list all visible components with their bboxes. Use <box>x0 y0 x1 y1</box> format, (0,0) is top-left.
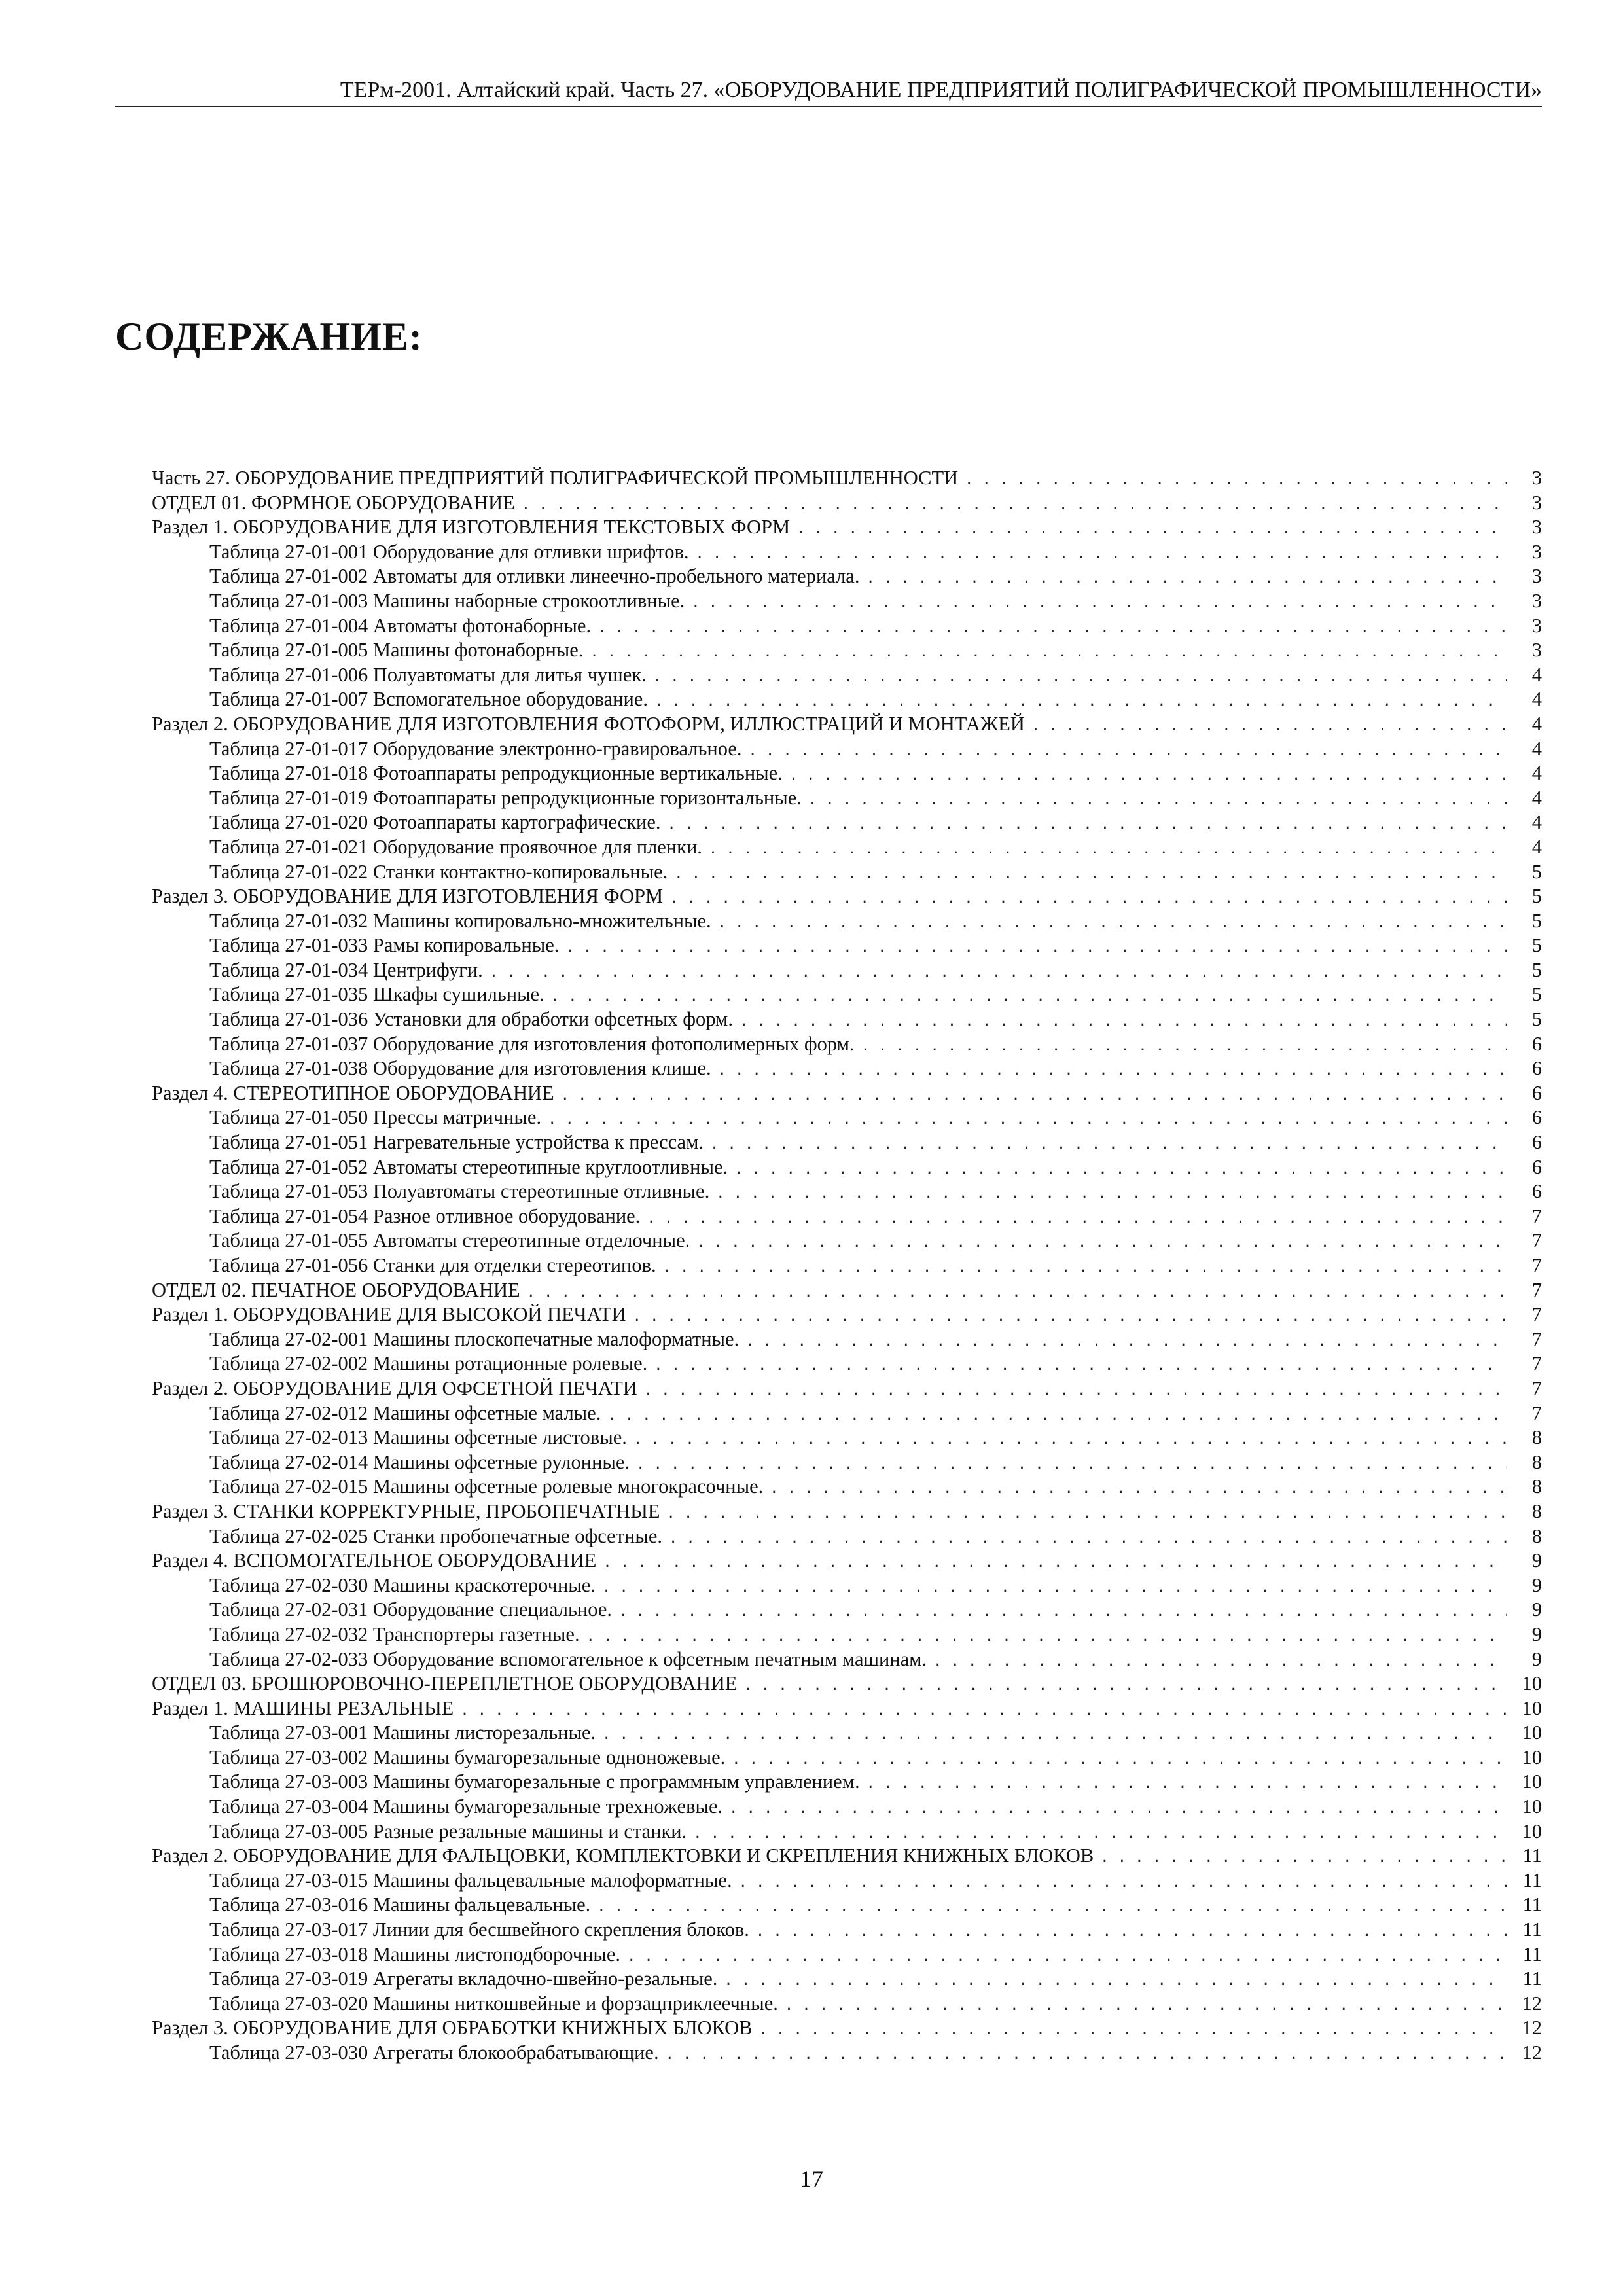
toc-entry-title: Таблица 27-02-001 Машины плоскопечатные малоформатные. <box>209 1327 740 1350</box>
toc-entry-page: 4 <box>1531 663 1542 686</box>
dot-leader <box>667 1501 1507 1526</box>
toc-entry-page: 7 <box>1531 1352 1542 1375</box>
toc-entry-title: Таблица 27-03-003 Машины бумагорезальные с программным управлением. <box>209 1770 860 1793</box>
toc-table-entry[interactable] <box>152 982 1542 1007</box>
toc-entry-title: Таблица 27-03-016 Машины фальцевальные. <box>209 1893 591 1916</box>
dot-leader <box>933 1649 1507 1674</box>
toc-entry-title: Таблица 27-01-006 Полуавтоматы для литья чушек. <box>209 663 647 686</box>
dot-leader <box>618 1600 1507 1624</box>
toc-table-entry[interactable] <box>152 1967 1542 1992</box>
toc-entry-page: 7 <box>1531 1401 1542 1424</box>
dot-leader <box>745 1329 1507 1354</box>
toc-entry-title: Таблица 27-02-032 Транспортеры газетные. <box>209 1623 580 1645</box>
dot-leader <box>732 1748 1507 1772</box>
toc-table-entry[interactable] <box>152 1401 1542 1426</box>
toc-entry-title: Раздел 3. ОБОРУДОВАНИЕ ДЛЯ ИЗГОТОВЛЕНИЯ ФОРМ <box>152 885 664 908</box>
toc-entry-page: 5 <box>1531 1008 1542 1031</box>
toc-entry-title: Таблица 27-01-034 Центрифуги. <box>209 958 483 981</box>
toc-entry-title: Таблица 27-01-022 Станки контактно-копировальные. <box>209 860 668 883</box>
dot-leader <box>739 1871 1507 1895</box>
toc-table-entry[interactable] <box>152 810 1542 835</box>
dot-leader <box>586 1624 1507 1649</box>
toc-entry-page: 6 <box>1531 1032 1542 1055</box>
toc-table-entry[interactable] <box>152 638 1542 663</box>
dot-leader <box>668 812 1507 837</box>
toc-entry-title: Раздел 2. ОБОРУДОВАНИЕ ДЛЯ ИЗГОТОВЛЕНИЯ ФОТОФОРМ, ИЛЛЮСТРАЦИЙ И МОНТАЖЕЙ <box>152 712 1025 735</box>
toc-entry-page: 7 <box>1531 1254 1542 1276</box>
toc-entry-title: Таблица 27-03-004 Машины бумагорезальные трехножевые. <box>209 1795 723 1818</box>
toc-entry-title: ОТДЕЛ 03. БРОШЮРОВОЧНО-ПЕРЕПЛЕТНОЕ ОБОРУДОВАНИЕ <box>152 1672 738 1695</box>
dot-leader <box>759 2018 1507 2043</box>
toc-table-entry[interactable] <box>152 1795 1542 1820</box>
toc-entry-title: Таблица 27-01-019 Фотоаппараты репродукционные горизонтальные. <box>209 786 802 809</box>
dot-leader <box>740 1009 1507 1034</box>
toc-entry-page: 10 <box>1522 1746 1542 1768</box>
dot-leader <box>590 640 1507 665</box>
table-of-contents <box>152 466 1542 2066</box>
dot-leader <box>597 1895 1507 1920</box>
toc-entry-page: 5 <box>1531 909 1542 932</box>
dot-leader <box>663 1255 1507 1280</box>
toc-table-entry[interactable] <box>152 909 1542 934</box>
toc-table-entry[interactable] <box>152 1229 1542 1253</box>
toc-entry-page: 3 <box>1531 589 1542 612</box>
dot-leader <box>636 1452 1507 1477</box>
toc-section-entry[interactable] <box>152 1672 1542 1696</box>
toc-entry-page: 4 <box>1531 688 1542 711</box>
toc-entry-title: Таблица 27-01-052 Автоматы стереотипные круглоотливные. <box>209 1155 728 1178</box>
toc-entry-title: Таблица 27-02-002 Машины ротационные ролевые. <box>209 1352 648 1375</box>
toc-entry-title: Часть 27. ОБОРУДОВАНИЕ ПРЕДПРИЯТИЙ ПОЛИГРАФИЧЕСКОЙ ПРОМЫШЛЕННОСТИ <box>152 467 959 489</box>
toc-entry-title: Таблица 27-01-018 Фотоаппараты репродукционные вертикальные. <box>209 762 783 785</box>
toc-section-entry[interactable] <box>152 712 1542 737</box>
toc-section-entry[interactable] <box>152 1278 1542 1303</box>
toc-entry-page: 9 <box>1531 1623 1542 1645</box>
toc-entry-title: Таблица 27-01-055 Автоматы стереотипные отделочные. <box>209 1229 690 1252</box>
toc-entry-page: 6 <box>1531 1131 1542 1154</box>
toc-table-entry[interactable] <box>152 1105 1542 1130</box>
dot-leader <box>669 1526 1507 1551</box>
toc-section-entry[interactable] <box>152 1499 1542 1524</box>
toc-table-entry[interactable] <box>152 589 1542 614</box>
dot-leader <box>743 1674 1507 1698</box>
toc-table-entry[interactable] <box>152 540 1542 565</box>
toc-entry-title: Таблица 27-01-053 Полуавтоматы стереотипные отливные. <box>209 1180 710 1203</box>
toc-entry-page: 4 <box>1531 811 1542 834</box>
toc-entry-title: Таблица 27-03-030 Агрегаты блокообрабатывающие. <box>209 2041 659 2064</box>
dot-leader <box>602 1723 1507 1748</box>
page-title: СОДЕРЖАНИЕ: <box>115 315 423 358</box>
toc-entry-title: Таблица 27-03-020 Машины ниткошвейные и форзацприклеечные. <box>209 1992 778 2015</box>
toc-table-entry[interactable] <box>152 1253 1542 1278</box>
toc-table-entry[interactable] <box>152 1450 1542 1475</box>
toc-entry-page: 8 <box>1531 1426 1542 1449</box>
dot-leader <box>666 2043 1507 2068</box>
toc-entry-title: Раздел 3. ОБОРУДОВАНИЕ ДЛЯ ОБРАБОТКИ КНИЖНЫХ БЛОКОВ <box>152 2017 753 2039</box>
toc-entry-page: 4 <box>1531 762 1542 785</box>
dot-leader <box>602 1575 1507 1600</box>
toc-entry-page: 6 <box>1531 1057 1542 1080</box>
toc-entry-page: 4 <box>1531 835 1542 858</box>
dot-leader <box>627 1945 1507 1969</box>
toc-entry-title: Таблица 27-01-035 Шкафы сушильные. <box>209 983 544 1006</box>
dot-leader <box>674 862 1507 887</box>
dot-leader <box>607 1403 1507 1428</box>
toc-section-entry[interactable] <box>152 491 1542 516</box>
toc-table-entry[interactable] <box>152 1893 1542 1918</box>
toc-entry-page: 6 <box>1531 1155 1542 1178</box>
dot-leader <box>696 542 1507 567</box>
toc-entry-page: 9 <box>1531 1573 1542 1596</box>
toc-table-entry[interactable] <box>152 1056 1542 1081</box>
toc-entry-title: Раздел 1. ОБОРУДОВАНИЕ ДЛЯ ВЫСОКОЙ ПЕЧАТИ <box>152 1303 626 1326</box>
dot-leader <box>808 788 1507 813</box>
toc-table-entry[interactable] <box>152 1770 1542 1795</box>
toc-table-entry[interactable] <box>152 614 1542 639</box>
toc-entry-page: 11 <box>1522 1918 1542 1941</box>
toc-table-entry[interactable] <box>152 1007 1542 1032</box>
toc-entry-page: 7 <box>1531 1278 1542 1301</box>
toc-entry-page: 3 <box>1531 614 1542 637</box>
toc-entry-title: Таблица 27-01-036 Установки для обработки офсетных форм. <box>209 1008 733 1031</box>
header-rule <box>115 106 1542 107</box>
toc-entry-page: 3 <box>1531 491 1542 514</box>
toc-table-entry[interactable] <box>152 786 1542 811</box>
toc-entry-title: Таблица 27-01-056 Станки для отделки стереотипов. <box>209 1254 656 1276</box>
toc-table-entry[interactable] <box>152 564 1542 589</box>
toc-table-entry[interactable] <box>152 1992 1542 2017</box>
toc-table-entry[interactable] <box>152 1032 1542 1057</box>
toc-entry-title: Таблица 27-03-019 Агрегаты вкладочно-швейно-резальные. <box>209 1967 718 1990</box>
toc-entry-page: 9 <box>1531 1549 1542 1572</box>
toc-entry-title: Таблица 27-03-002 Машины бумагорезальные одноножевые. <box>209 1746 726 1768</box>
toc-section-entry[interactable] <box>152 1302 1542 1327</box>
toc-entry-page: 10 <box>1522 1820 1542 1842</box>
toc-table-entry[interactable] <box>152 835 1542 860</box>
toc-entry-title: Таблица 27-03-015 Машины фальцевальные малоформатные. <box>209 1869 732 1892</box>
toc-entry-page: 11 <box>1522 1844 1542 1867</box>
dot-leader <box>785 1994 1507 2018</box>
toc-entry-page: 8 <box>1531 1499 1542 1522</box>
toc-entry-page: 11 <box>1522 1893 1542 1916</box>
dot-leader <box>770 1477 1507 1501</box>
toc-entry-page: 12 <box>1522 2017 1542 2039</box>
toc-entry-page: 8 <box>1531 1524 1542 1547</box>
toc-entry-page: 4 <box>1531 737 1542 760</box>
dot-leader <box>965 468 1507 493</box>
toc-entry-page: 6 <box>1531 1180 1542 1203</box>
dot-leader <box>866 566 1507 591</box>
toc-entry-page: 5 <box>1531 885 1542 908</box>
page-number: 17 <box>800 2166 823 2192</box>
toc-entry-page: 12 <box>1522 2041 1542 2064</box>
toc-entry-title: Таблица 27-01-037 Оборудование для изготовления фотополимерных форм. <box>209 1032 855 1055</box>
toc-entry-title: Таблица 27-02-014 Машины офсетные рулонные. <box>209 1450 630 1473</box>
toc-entry-title: Таблица 27-03-017 Линии для бесшвейного скрепления блоков. <box>209 1918 749 1941</box>
toc-section-entry[interactable] <box>152 2016 1542 2041</box>
toc-entry-title: Таблица 27-01-054 Разное отливное оборудование. <box>209 1204 641 1227</box>
dot-leader <box>729 1797 1507 1821</box>
dot-leader <box>716 1181 1507 1206</box>
toc-entry-title: Раздел 2. ОБОРУДОВАНИЕ ДЛЯ ОФСЕТНОЙ ПЕЧАТИ <box>152 1376 637 1399</box>
toc-entry-page: 9 <box>1531 1647 1542 1670</box>
dot-leader <box>1031 714 1507 739</box>
dot-leader <box>654 689 1507 714</box>
toc-table-entry[interactable] <box>152 1918 1542 1943</box>
toc-entry-page: 5 <box>1531 958 1542 981</box>
toc-entry-title: Таблица 27-01-021 Оборудование проявочное для пленки. <box>209 835 702 858</box>
dot-leader <box>718 911 1507 936</box>
toc-table-entry[interactable] <box>152 663 1542 688</box>
dot-leader <box>460 1698 1507 1723</box>
toc-entry-title: Таблица 27-02-030 Машины краскотерочные. <box>209 1573 596 1596</box>
toc-entry-page: 6 <box>1531 1106 1542 1129</box>
toc-entry-title: Раздел 1. ОБОРУДОВАНИЕ ДЛЯ ИЗГОТОВЛЕНИЯ ТЕКСТОВЫХ ФОРМ <box>152 516 791 539</box>
toc-table-entry[interactable] <box>152 1746 1542 1770</box>
toc-table-entry[interactable] <box>152 1352 1542 1376</box>
dot-leader <box>527 1280 1507 1305</box>
toc-entry-page: 7 <box>1531 1376 1542 1399</box>
toc-entry-page: 7 <box>1531 1229 1542 1252</box>
toc-entry-title: Таблица 27-01-017 Оборудование электронно-гравировальное. <box>209 737 742 760</box>
dot-leader <box>565 935 1507 960</box>
toc-entry-title: Таблица 27-02-031 Оборудование специальное. <box>209 1598 613 1621</box>
dot-leader <box>710 1132 1507 1157</box>
running-header: ТЕРм-2001. Алтайский край. Часть 27. «ОБОРУДОВАНИЕ ПРЕДПРИЯТИЙ ПОЛИГРАФИЧЕСКОЙ ПРОМЫШЛЕННОСТИ» <box>340 78 1542 102</box>
toc-entry-title: Таблица 27-03-005 Разные резальные машины и станки. <box>209 1820 687 1842</box>
toc-entry-title: Таблица 27-01-002 Автоматы для отливки линеечно-пробельного материала. <box>209 565 860 588</box>
toc-section-entry[interactable] <box>152 466 1542 491</box>
toc-table-entry[interactable] <box>152 860 1542 885</box>
toc-entry-title: Раздел 4. ВСПОМОГАТЕЛЬНОЕ ОБОРУДОВАНИЕ <box>152 1549 597 1572</box>
toc-table-entry[interactable] <box>152 2041 1542 2066</box>
dot-leader <box>756 1920 1507 1945</box>
toc-entry-title: Раздел 1. МАШИНЫ РЕЗАЛЬНЫЕ <box>152 1696 454 1719</box>
toc-entry-page: 9 <box>1531 1598 1542 1621</box>
dot-leader <box>522 493 1507 518</box>
toc-section-entry[interactable] <box>152 1081 1542 1106</box>
toc-table-entry[interactable] <box>152 933 1542 958</box>
dot-leader <box>654 1354 1507 1378</box>
dot-leader <box>561 1083 1507 1108</box>
dot-leader <box>724 1969 1507 1994</box>
toc-entry-title: Таблица 27-01-003 Машины наборные строкоотливные. <box>209 589 685 612</box>
toc-table-entry[interactable] <box>152 1943 1542 1967</box>
toc-table-entry[interactable] <box>152 1426 1542 1450</box>
toc-table-entry[interactable] <box>152 1327 1542 1352</box>
toc-table-entry[interactable] <box>152 737 1542 762</box>
toc-section-entry[interactable] <box>152 1376 1542 1401</box>
dot-leader <box>597 616 1507 641</box>
dot-leader <box>1100 1846 1507 1871</box>
toc-entry-page: 11 <box>1522 1943 1542 1965</box>
toc-section-entry[interactable] <box>152 1844 1542 1869</box>
dot-leader <box>490 960 1507 985</box>
dot-leader <box>691 591 1507 616</box>
toc-entry-page: 10 <box>1522 1696 1542 1719</box>
toc-entry-page: 12 <box>1522 1992 1542 2015</box>
toc-entry-title: Раздел 3. СТАНКИ КОРРЕКТУРНЫЕ, ПРОБОПЕЧАТНЫЕ <box>152 1499 660 1522</box>
dot-leader <box>693 1821 1507 1846</box>
dot-leader <box>789 763 1507 788</box>
toc-table-entry[interactable] <box>152 1130 1542 1155</box>
toc-table-entry[interactable] <box>152 1573 1542 1598</box>
toc-entry-page: 3 <box>1531 467 1542 489</box>
toc-entry-page: 10 <box>1522 1721 1542 1744</box>
toc-entry-title: Таблица 27-03-018 Машины листоподборочные. <box>209 1943 621 1965</box>
toc-entry-title: Таблица 27-01-038 Оборудование для изготовления клише. <box>209 1057 711 1080</box>
toc-entry-page: 10 <box>1522 1795 1542 1818</box>
toc-entry-title: Таблица 27-01-020 Фотоаппараты картографические. <box>209 811 661 834</box>
toc-table-entry[interactable] <box>152 1475 1542 1499</box>
dot-leader <box>644 1378 1507 1403</box>
dot-leader <box>749 739 1507 764</box>
dot-leader <box>718 1058 1507 1083</box>
toc-table-entry[interactable] <box>152 1524 1542 1549</box>
toc-entry-page: 3 <box>1531 516 1542 539</box>
toc-entry-title: ОТДЕЛ 02. ПЕЧАТНОЕ ОБОРУДОВАНИЕ <box>152 1278 520 1301</box>
toc-table-entry[interactable] <box>152 1179 1542 1204</box>
toc-entry-title: ОТДЕЛ 01. ФОРМНОЕ ОБОРУДОВАНИЕ <box>152 491 515 514</box>
dot-leader <box>548 1107 1507 1132</box>
dot-leader <box>696 1230 1507 1255</box>
toc-section-entry[interactable] <box>152 884 1542 909</box>
toc-entry-title: Таблица 27-01-033 Рамы копировальные. <box>209 934 560 957</box>
toc-entry-page: 10 <box>1522 1672 1542 1695</box>
toc-entry-title: Таблица 27-01-007 Вспомогательное оборудование. <box>209 688 648 711</box>
toc-table-entry[interactable] <box>152 1869 1542 1893</box>
toc-entry-title: Раздел 4. СТЕРЕОТИПНОЕ ОБОРУДОВАНИЕ <box>152 1081 554 1104</box>
toc-section-entry[interactable] <box>152 515 1542 540</box>
toc-table-entry[interactable] <box>152 1598 1542 1623</box>
toc-entry-title: Таблица 27-01-004 Автоматы фотонаборные. <box>209 614 592 637</box>
toc-section-entry[interactable] <box>152 1549 1542 1573</box>
toc-entry-page: 5 <box>1531 983 1542 1006</box>
toc-table-entry[interactable] <box>152 958 1542 983</box>
toc-entry-page: 11 <box>1522 1869 1542 1892</box>
toc-entry-title: Таблица 27-02-025 Станки пробопечатные офсетные. <box>209 1524 662 1547</box>
toc-entry-page: 8 <box>1531 1450 1542 1473</box>
toc-table-entry[interactable] <box>152 1155 1542 1180</box>
dot-leader <box>669 886 1507 911</box>
dot-leader <box>647 1206 1507 1231</box>
toc-table-entry[interactable] <box>152 687 1542 712</box>
toc-entry-page: 5 <box>1531 934 1542 957</box>
dot-leader <box>603 1551 1507 1575</box>
dot-leader <box>633 1304 1507 1329</box>
toc-entry-page: 4 <box>1531 786 1542 809</box>
toc-entry-title: Таблица 27-02-013 Машины офсетные листовые. <box>209 1426 627 1449</box>
dot-leader <box>734 1157 1507 1182</box>
toc-entry-page: 5 <box>1531 860 1542 883</box>
toc-entry-title: Таблица 27-02-012 Машины офсетные малые. <box>209 1401 601 1424</box>
toc-entry-title: Таблица 27-01-050 Прессы матричные. <box>209 1106 542 1129</box>
toc-table-entry[interactable] <box>152 1820 1542 1844</box>
toc-entry-page: 7 <box>1531 1204 1542 1227</box>
toc-entry-title: Таблица 27-01-001 Оборудование для отливки шрифтов. <box>209 540 689 563</box>
toc-entry-title: Таблица 27-02-015 Машины офсетные ролевые многокрасочные. <box>209 1475 764 1498</box>
toc-entry-page: 7 <box>1531 1327 1542 1350</box>
dot-leader <box>551 984 1507 1009</box>
toc-entry-page: 8 <box>1531 1475 1542 1498</box>
toc-table-entry[interactable] <box>152 1721 1542 1746</box>
toc-entry-title: Таблица 27-01-051 Нагревательные устройства к прессам. <box>209 1131 704 1154</box>
toc-entry-page: 6 <box>1531 1081 1542 1104</box>
dot-leader <box>709 837 1507 862</box>
toc-entry-page: 4 <box>1531 712 1542 735</box>
toc-entry-page: 11 <box>1522 1967 1542 1990</box>
toc-entry-page: 7 <box>1531 1303 1542 1326</box>
toc-table-entry[interactable] <box>152 1204 1542 1229</box>
toc-entry-title: Таблица 27-03-001 Машины листорезальные. <box>209 1721 596 1744</box>
toc-entry-page: 10 <box>1522 1770 1542 1793</box>
toc-entry-title: Таблица 27-01-005 Машины фотонаборные. <box>209 639 584 662</box>
toc-table-entry[interactable] <box>152 1623 1542 1647</box>
dot-leader <box>633 1427 1507 1452</box>
toc-table-entry[interactable] <box>152 761 1542 786</box>
toc-entry-title: Таблица 27-02-033 Оборудование вспомогательное к офсетным печатным машинам. <box>209 1647 927 1670</box>
toc-entry-page: 3 <box>1531 639 1542 662</box>
dot-leader <box>866 1772 1507 1797</box>
toc-section-entry[interactable] <box>152 1696 1542 1721</box>
toc-table-entry[interactable] <box>152 1647 1542 1672</box>
toc-entry-title: Таблица 27-01-032 Машины копировально-множительные. <box>209 909 711 932</box>
dot-leader <box>796 517 1507 542</box>
dot-leader <box>861 1034 1507 1059</box>
toc-entry-page: 3 <box>1531 540 1542 563</box>
toc-entry-page: 3 <box>1531 565 1542 588</box>
toc-entry-title: Раздел 2. ОБОРУДОВАНИЕ ДЛЯ ФАЛЬЦОВКИ, КОМПЛЕКТОВКИ И СКРЕПЛЕНИЯ КНИЖНЫХ БЛОКОВ <box>152 1844 1094 1867</box>
dot-leader <box>653 665 1507 690</box>
